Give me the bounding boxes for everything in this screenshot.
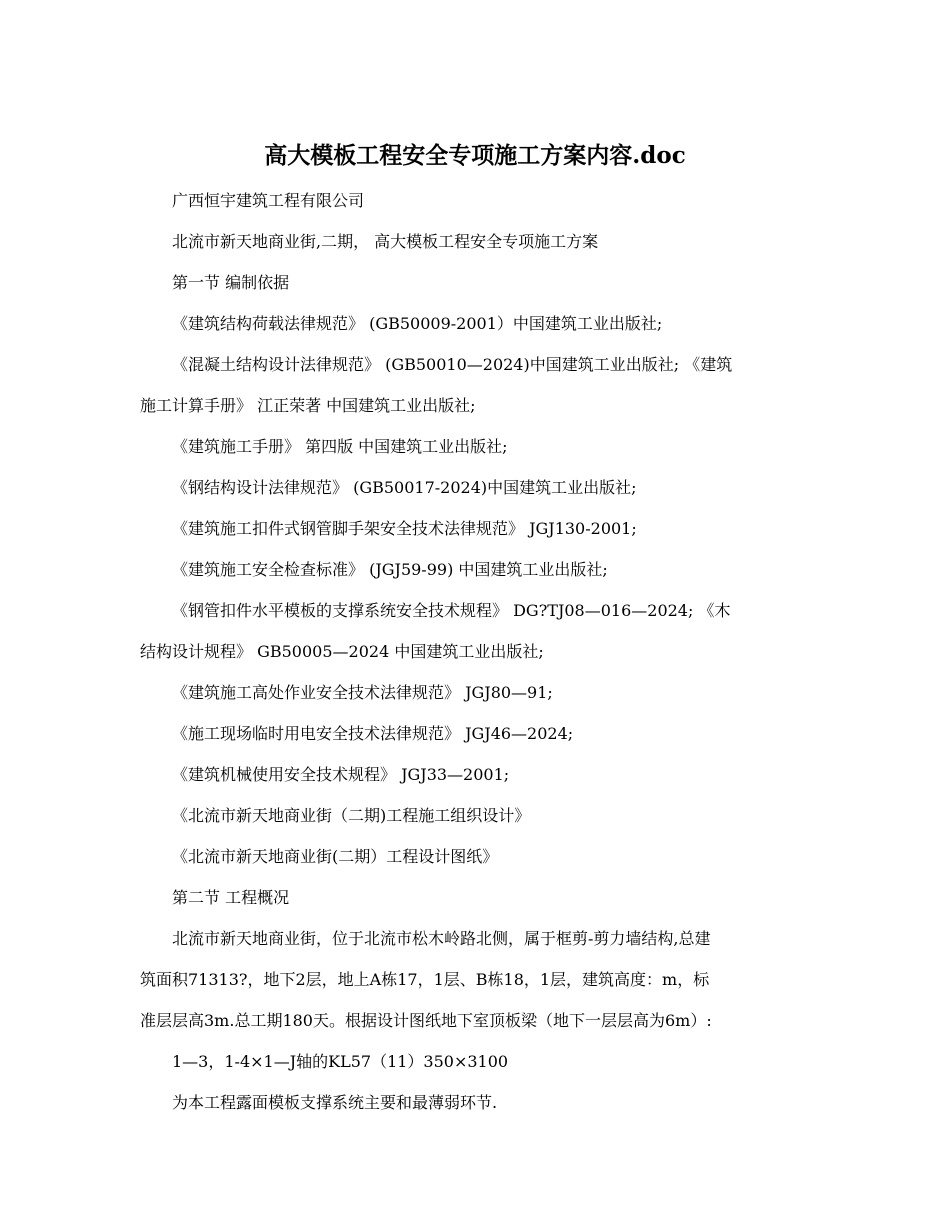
reference-line: 《钢管扣件水平模板的支撑系统安全技术规程》 DG?TJ08—016—2024; 《木 — [172, 601, 731, 620]
section-heading-2: 第二节 工程概况 — [172, 888, 290, 907]
overview-paragraph-line: 为本工程露面模板支撑系统主要和最薄弱环节. — [172, 1093, 498, 1112]
reference-line: 《施工现场临时用电安全技术法律规范》 JGJ46—2024; — [172, 724, 574, 743]
overview-paragraph-line: 筑面积71313?，地下2层，地上A栋17，1层、B栋18，1层，建筑高度：m，标 — [140, 970, 710, 989]
reference-line-continued: 施工计算手册》 江正荣著 中国建筑工业出版社; — [140, 396, 476, 415]
section-heading-1: 第一节 编制依据 — [172, 273, 290, 292]
overview-paragraph-line: 1—3，1-4×1—J轴的KL57（11）350×3100 — [172, 1052, 509, 1071]
project-name: 北流市新天地商业街,二期， 高大模板工程安全专项施工方案 — [172, 232, 599, 251]
reference-line: 《建筑施工扣件式钢管脚手架安全技术法律规范》 JGJ130-2001; — [172, 519, 637, 538]
overview-paragraph-line: 北流市新天地商业街，位于北流市松木岭路北侧，属于框剪-剪力墙结构,总建 — [172, 929, 711, 948]
reference-line: 《北流市新天地商业街（二期)工程施工组织设计》 — [172, 806, 531, 825]
reference-line: 《北流市新天地商业街(二期）工程设计图纸》 — [172, 847, 499, 866]
reference-line: 《建筑施工安全检查标准》 (JGJ59-99) 中国建筑工业出版社; — [172, 560, 608, 579]
document-title: 高大模板工程安全专项施工方案内容.doc — [264, 142, 686, 169]
reference-line: 《混凝土结构设计法律规范》 (GB50010—2024)中国建筑工业出版社; 《建筑 — [172, 355, 733, 374]
company-name: 广西恒宇建筑工程有限公司 — [172, 191, 365, 210]
reference-line: 《建筑施工手册》 第四版 中国建筑工业出版社; — [172, 437, 508, 456]
reference-line: 《建筑机械使用安全技术规程》 JGJ33—2001; — [172, 765, 510, 784]
reference-line: 《建筑结构荷载法律规范》 (GB50009-2001）中国建筑工业出版社; — [172, 314, 663, 333]
overview-paragraph-line: 准层层高3m.总工期180天。根据设计图纸地下室顶板梁（地下一层层高为6m）: — [140, 1011, 712, 1030]
reference-line-continued: 结构设计规程》 GB50005—2024 中国建筑工业出版社; — [140, 642, 544, 661]
reference-line: 《建筑施工高处作业安全技术法律规范》 JGJ80—91; — [172, 683, 553, 702]
reference-line: 《钢结构设计法律规范》 (GB50017-2024)中国建筑工业出版社; — [172, 478, 637, 497]
